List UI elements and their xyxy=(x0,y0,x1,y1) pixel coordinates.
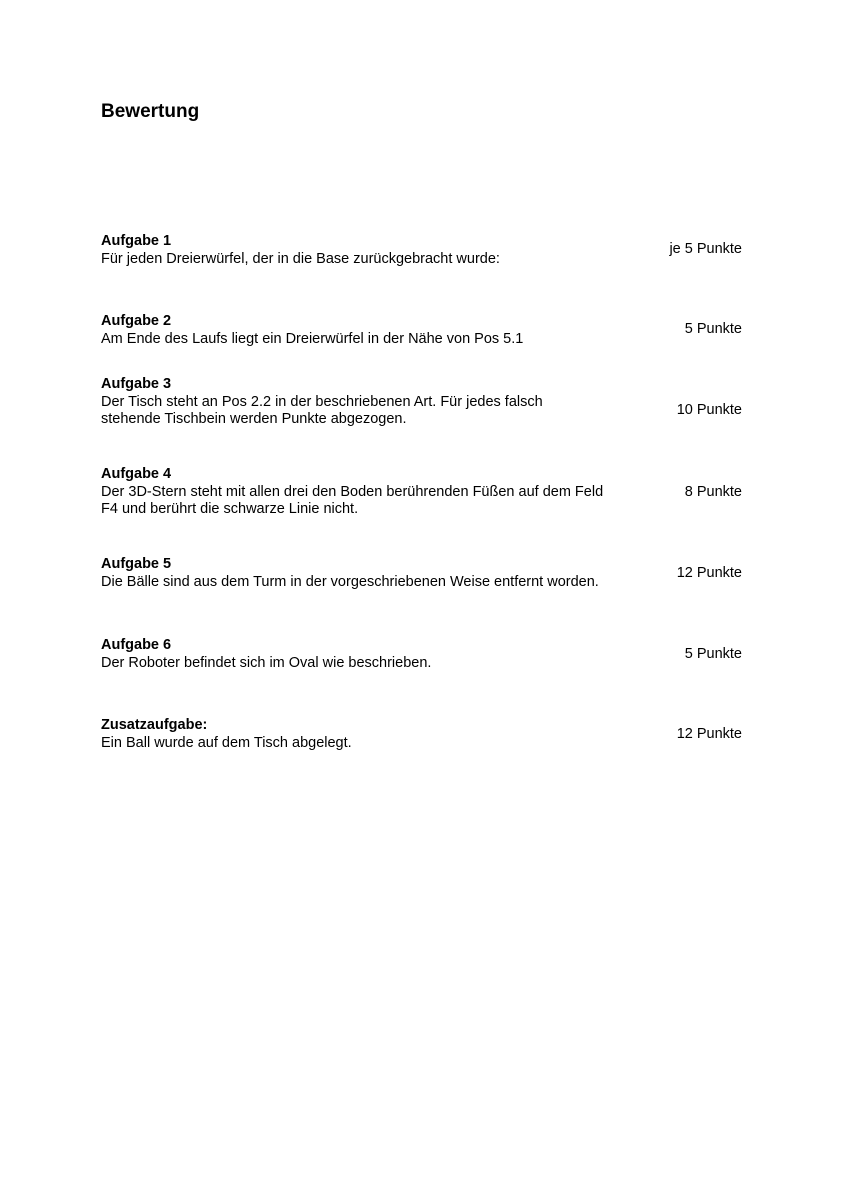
task-title: Aufgabe 5 xyxy=(101,556,172,572)
task-points: 12 Punkte xyxy=(676,565,742,581)
task-2 xyxy=(101,313,742,348)
task-description: Ein Ball wurde auf dem Tisch abgelegt. xyxy=(101,734,352,751)
task-text xyxy=(101,637,661,672)
task-points: 5 Punkte xyxy=(684,646,742,662)
task-title: Zusatzaufgabe: xyxy=(101,717,208,733)
page-title: Bewertung xyxy=(101,101,200,122)
task-title: Aufgabe 2 xyxy=(101,313,172,329)
task-description: Für jeden Dreierwürfel, der in die Base zurückgebracht wurde: xyxy=(101,250,500,267)
task-description: Der Tisch steht an Pos 2.2 in der beschriebenen Art. Für jedes falsch stehende Tischbein werden Punkte abgezogen. xyxy=(101,393,543,427)
task-text xyxy=(101,313,661,348)
task-text xyxy=(101,556,661,591)
task-text xyxy=(101,233,661,268)
task-points: 12 Punkte xyxy=(676,726,742,742)
task-title: Aufgabe 3 xyxy=(101,376,172,392)
task-text xyxy=(101,717,661,752)
task-title: Aufgabe 6 xyxy=(101,637,172,653)
task-3 xyxy=(101,376,742,429)
task-4 xyxy=(101,466,742,519)
task-points: je 5 Punkte xyxy=(669,241,742,257)
task-text xyxy=(101,466,621,519)
task-points: 5 Punkte xyxy=(684,321,742,337)
task-1 xyxy=(101,233,742,268)
task-description: Der Roboter befindet sich im Oval wie beschrieben. xyxy=(101,654,432,671)
task-5 xyxy=(101,556,742,591)
task-title: Aufgabe 1 xyxy=(101,233,172,249)
task-description: Die Bälle sind aus dem Turm in der vorgeschriebenen Weise entfernt worden. xyxy=(101,573,599,590)
task-description: Am Ende des Laufs liegt ein Dreierwürfel in der Nähe von Pos 5.1 xyxy=(101,330,524,347)
task-description: Der 3D-Stern steht mit allen drei den Boden berührenden Füßen auf dem Feld F4 und berührt die schwarze Linie nicht. xyxy=(101,483,604,517)
task-text xyxy=(101,376,591,429)
task-title: Aufgabe 4 xyxy=(101,466,172,482)
task-6 xyxy=(101,637,742,672)
task-bonus xyxy=(101,717,742,752)
task-points: 8 Punkte xyxy=(684,484,742,500)
task-points: 10 Punkte xyxy=(676,402,742,418)
